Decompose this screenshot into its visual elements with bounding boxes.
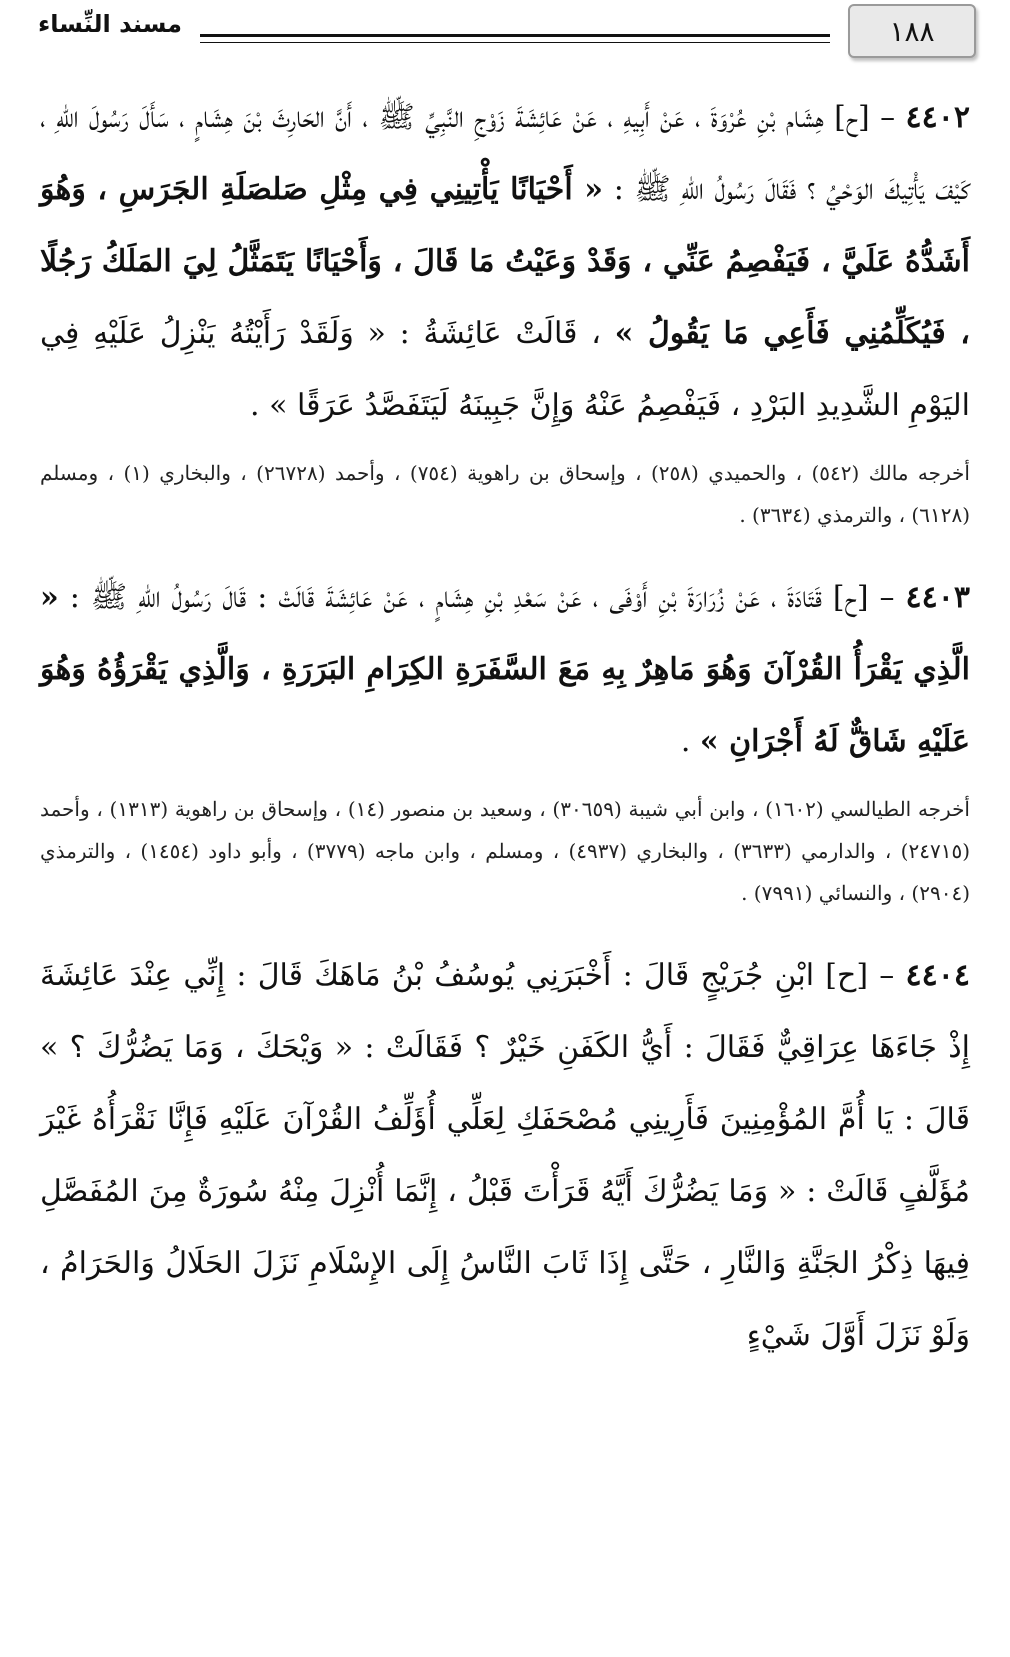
header-rule-thin (200, 42, 830, 43)
takhrij-4402: أخرجه مالك (٥٤٢) ، والحميدي (٢٥٨) ، وإسحاق بن راهوية (٧٥٤) ، وأحمد (٢٦٧٢٨) ، والبخاري (١) ، ومسلم (٦١٢٨) ، والترمذي (٣٦٣٤) . (40, 461, 970, 527)
hadith-tail: . (680, 724, 691, 759)
hadith-4402 (40, 82, 970, 442)
hadith-number: ٤٤٠٤ (905, 958, 970, 993)
hadith-matn: « أَحْيَانًا يَأْتِينِي فِي مِثْلِ صَلصَلَةِ الجَرَسِ ، وَهُوَ أَشَدُّهُ عَلَيَّ ، فَيَفْصِمُ عَنِّي ، وَقَدْ وَعَيْتُ مَا قَالَ ، وَأَحْيَانًا يَتَمَثَّلُ لِيَ المَلَكُ رَجُلًا ، فَيُكَلِّمُنِي فَأَعِي مَا يَقُولُ » (40, 172, 970, 351)
page-number: ١٨٨ (848, 4, 976, 58)
hadith-matn: « الَّذِي يَقْرَأُ القُرْآنَ وَهُوَ مَاهِرٌ بِهِ مَعَ السَّفَرَةِ الكِرَامِ البَرَرَةِ ، وَالَّذِي يَقْرَؤُهُ وَهُوَ عَلَيْهِ شَاقٌّ لَهُ أَجْرَانِ » (40, 580, 970, 759)
hadith-number: ٤٤٠٣ (905, 580, 970, 615)
page-header (0, 0, 1010, 70)
hadith-isnad: – [ح] قَتَادَةَ ، عَنْ زُرَارَةَ بْنِ أَوْفَى ، عَنْ سَعْدِ بْنِ هِشَامٍ ، عَنْ عَائِشَةَ قَالَتْ : قَالَ رَسُولُ اللهِ ﷺ : (69, 580, 895, 615)
page-content (40, 82, 970, 1372)
hadith-isnad: – [ح] ابْنِ جُرَيْجٍ قَالَ : أَخْبَرَنِي يُوسُفُ بْنُ مَاهَكَ قَالَ : إِنِّي عِنْدَ عَائِشَةَ إِذْ جَاءَهَا عِرَاقِيٌّ فَقَالَ : أَيُّ الكَفَنِ خَيْرٌ ؟ فَقَالَتْ : « وَيْحَكَ ، وَمَا يَضُرُّكَ ؟ » قَالَ : يَا أُمَّ المُؤْمِنِينَ فَأَرِينِي مُصْحَفَكِ لِعَلِّي أُؤَلِّفُ القُرْآنَ عَلَيْهِ فَإِنَّا نَقْرَأُهُ غَيْرَ مُؤَلَّفٍ قَالَتْ : « وَمَا يَضُرُّكَ أَيَّهُ قَرَأْتَ قَبْلُ ، إِنَّمَا أُنْزِلَ مِنْهُ سُورَةٌ مِنَ المُفَصَّلِ فِيهَا ذِكْرُ الجَنَّةِ وَالنَّارِ ، حَتَّى إِذَا ثَابَ النَّاسُ إِلَى الإِسْلَامِ نَزَلَ الحَلَالُ وَالحَرَامُ ، وَلَوْ نَزَلَ أَوَّلَ شَيْءٍ (40, 958, 970, 1353)
takhrij-4403: أخرجه الطيالسي (١٦٠٢) ، وابن أبي شيبة (٣٠٦٥٩) ، وسعيد بن منصور (١٤) ، وإسحاق بن راهوية (١٣١٣) ، وأحمد (٢٤٧١٥) ، والدارمي (٣٦٣٣) ، والبخاري (٤٩٣٧) ، ومسلم ، وابن ماجه (٣٧٧٩) ، وأبو داود (١٤٥٤) ، والترمذي (٢٩٠٤) ، والنسائي (٧٩٩١) . (40, 797, 971, 905)
book-title: مسند النِّساء (37, 10, 183, 38)
hadith-tail: ، قَالَتْ عَائِشَةُ : « وَلَقَدْ رَأَيْتُهُ يَنْزِلُ عَلَيْهِ فِي اليَوْمِ الشَّدِيدِ البَرْدِ ، فَيَفْصِمُ عَنْهُ وَإِنَّ جَبِينَهُ لَيَتَفَصَّدُ عَرَقًا » . (40, 316, 970, 423)
hadith-4403 (40, 562, 970, 778)
hadith-number: ٤٤٠٢ (905, 100, 970, 135)
hadith-isnad: – [ح] هِشَام بْنِ عُرْوَةَ ، عَنْ أَبِيهِ ، عَنْ عَائِشَةَ زَوْجِ النَّبِيِّ ﷺ ، أَنَّ الحَارِثَ بْنَ هِشَامٍ ، سَأَلَ رَسُولَ اللهِ ، كَيْفَ يَأْتِيكَ الوَحْيُ ؟ فَقَالَ رَسُولُ اللهِ ﷺ : (40, 100, 970, 207)
header-rule (200, 34, 830, 37)
hadith-4404 (40, 940, 970, 1372)
